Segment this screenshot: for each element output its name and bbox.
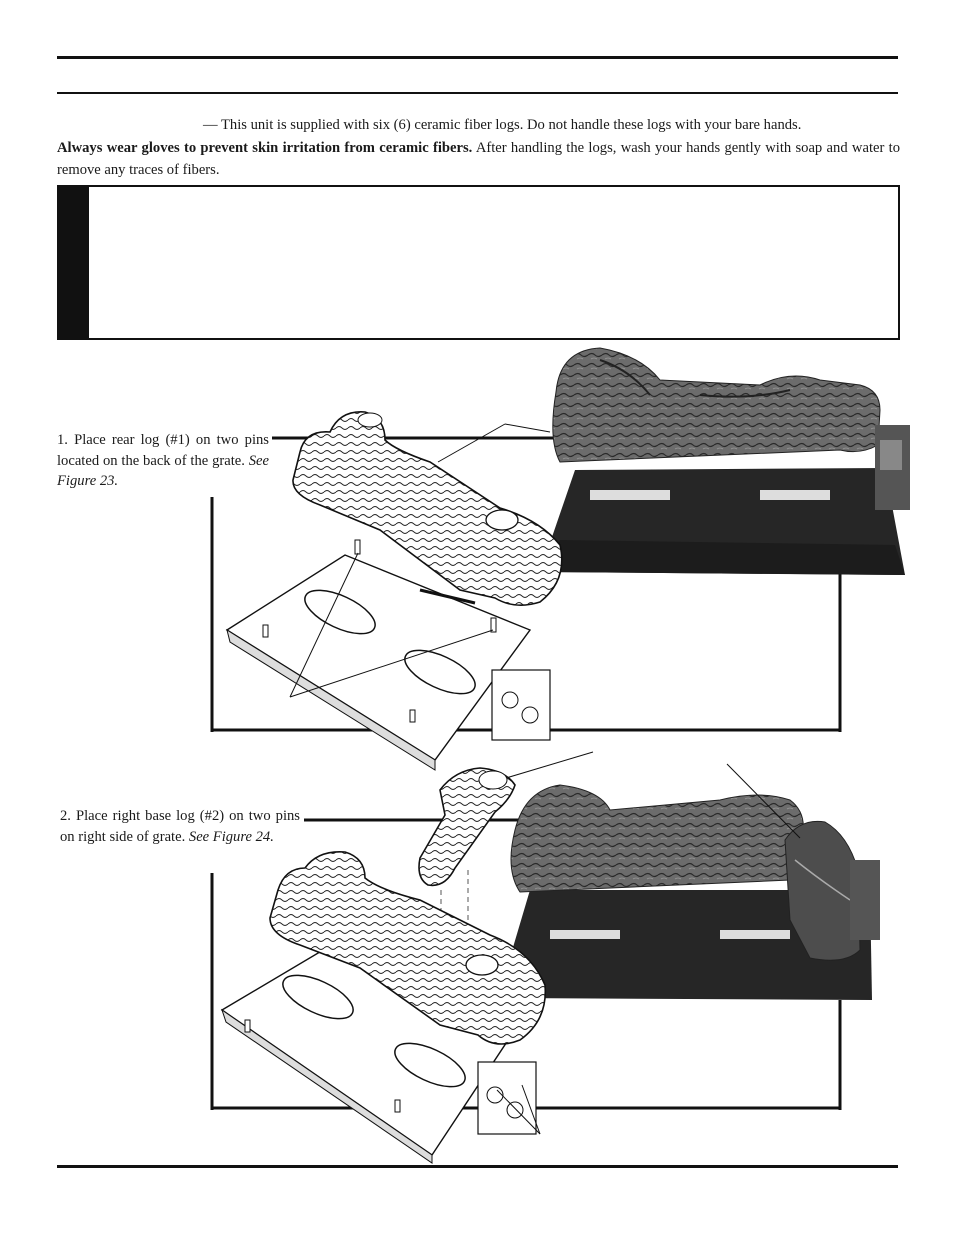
bottom-rule [57, 1165, 898, 1168]
step-2-ref: See Figure 24. [188, 828, 274, 845]
figure-24 [212, 752, 880, 1163]
step-1-body: 1. Place rear log (#1) on two pins located on the back of the grate. [57, 432, 269, 469]
figure-23-photo [540, 348, 910, 575]
intro-rest: After handling the logs, wash your hands gently with soap and water to remove any traces of fibers. [57, 139, 900, 178]
figure-24-photo [498, 785, 880, 1000]
figure-23 [212, 348, 910, 770]
intro-line-1: — This unit is supplied with six (6) ceramic fiber logs. Do not handle these logs with your bare hands. [203, 117, 802, 133]
step-1-ref: See Figure 23. [57, 452, 269, 489]
step-2-body: 2. Place right base log (#2) on two pins on right side of grate. [60, 808, 300, 845]
intro-warning-bold: Always wear gloves to prevent skin irritation from ceramic fibers. [57, 139, 473, 156]
